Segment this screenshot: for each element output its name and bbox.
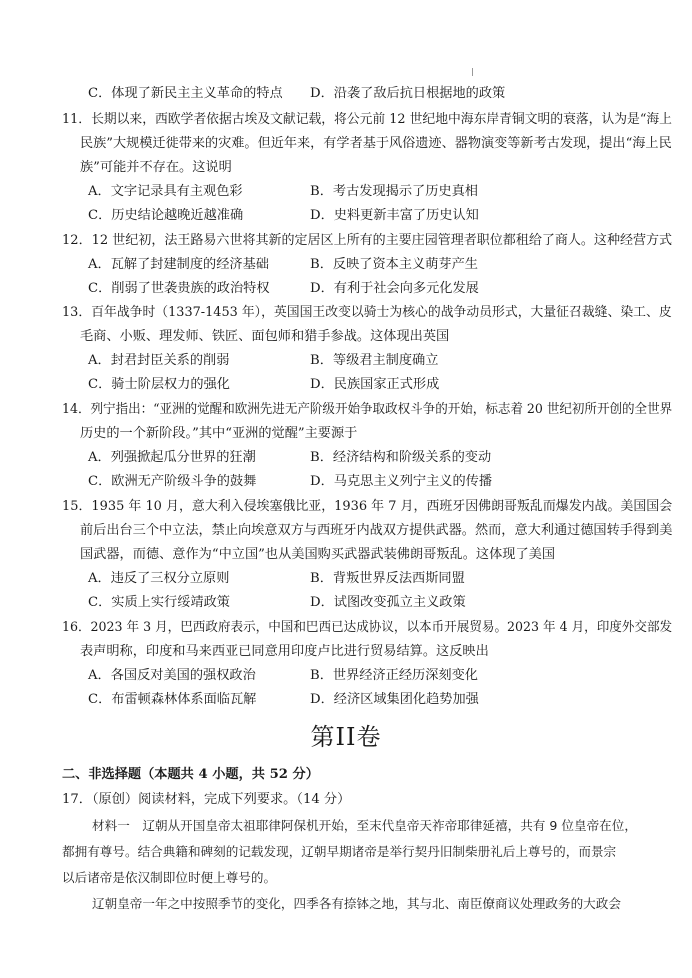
q14-stem-line-2: 历史的一个新阶段。”其中“亚洲的觉醒”主要源于 — [80, 426, 358, 441]
q14-stem-line-1: 14．列宁指出：“亚洲的觉醒和欧洲先进无产阶级开始争取政权斗争的开始，标志着 20 世纪初所开创的全世界 — [62, 402, 673, 417]
q14-option-c: C．欧洲无产阶级斗争的鼓舞 — [88, 474, 257, 489]
section-heading: 二、非选择题（本题共 4 小题，共 52 分） — [62, 767, 319, 782]
q15-stem-line-3: 国武器，而德、意作为“中立国”也从美国购买武器武装佛朗哥叛乱。这体现了美国 — [80, 547, 556, 562]
material1-line-1: 材料一 辽朝从开国皇帝太祖耶律阿保机开始，至末代皇帝天祚帝耶律延禧，共有 9 位皇帝在位， — [92, 818, 637, 833]
material1-line-4: 辽朝皇帝一年之中按照季节的变化，四季各有捺钵之地，其与北、南臣僚商议处理政务的大政会 — [92, 896, 621, 911]
material1-line-3: 以后诸帝是依汉制即位时便上尊号的。 — [62, 870, 277, 885]
q14-option-d: D．马克思主义列宁主义的传播 — [310, 474, 493, 489]
q10-option-c: C．体现了新民主主义革命的特点 — [88, 86, 283, 101]
q16-option-c: C．布雷顿森林体系面临瓦解 — [88, 692, 257, 707]
q11-option-d: D．史料更新丰富了历史认知 — [310, 208, 479, 223]
q17-stem: 17．（原创）阅读材料，完成下列要求。（14 分） — [62, 792, 351, 807]
q15-option-b: B．背叛世界反法西斯同盟 — [310, 571, 465, 586]
q11-stem-line-1: 11．长期以来，西欧学者依据古埃及文献记载，将公元前 12 世纪地中海东岸青铜文明的衰落，认为是“海上 — [62, 112, 672, 127]
q15-option-a: A．违反了三权分立原则 — [88, 571, 230, 586]
q10-option-d: D．沿袭了敌后抗日根据地的政策 — [310, 86, 506, 101]
q11-option-c: C．历史结论越晚近越准确 — [88, 208, 244, 223]
q12-option-b: B．反映了资本主义萌芽产生 — [310, 257, 478, 272]
q11-stem-line-2: 民族”大规模迁徙带来的灾难。但近年来，有学者基于风俗遗迹、器物演变等新考古发现，提出“海上民 — [80, 136, 672, 151]
q16-option-a: A．各国反对美国的强权政治 — [88, 668, 256, 683]
q16-option-d: D．经济区域集团化趋势加强 — [310, 692, 479, 707]
q16-stem-line-1: 16．2023 年 3 月，巴西政府表示，中国和巴西已达成协议，以本币开展贸易。2023 年 4 月，印度外交部发 — [62, 620, 673, 635]
q14-option-b: B．经济结构和阶级关系的变动 — [310, 450, 492, 465]
q11-option-b: B．考古发现揭示了历史真相 — [310, 184, 478, 199]
material1-line-2: 都拥有尊号。结合典籍和碑刻的记载发现，辽朝早期诸帝是举行契丹旧制柴册礼后上尊号的，而景宗 — [62, 844, 617, 859]
q13-stem-line-1: 13．百年战争时（1337-1453 年），英国国王改变以骑士为核心的战争动员形式，大量征召裁缝、染工、皮 — [62, 305, 672, 320]
q16-stem-line-2: 表声明称，印度和马来西亚已同意用印度卢比进行贸易结算。这反映出 — [80, 644, 489, 659]
q15-stem-line-1: 15．1935 年 10 月，意大利入侵埃塞俄比亚，1936 年 7 月，西班牙因佛朗哥叛乱而爆发内战。美国国会 — [62, 499, 673, 514]
q12-option-a: A．瓦解了封建制度的经济基础 — [88, 257, 269, 272]
q13-option-b: B．等级君主制度确立 — [310, 353, 439, 368]
q13-option-c: C．骑士阶层权力的强化 — [88, 377, 230, 392]
q14-option-a: A．列强掀起瓜分世界的狂潮 — [88, 450, 256, 465]
q15-option-d: D．试图改变孤立主义政策 — [310, 595, 466, 610]
q11-option-a: A．文字记录具有主观色彩 — [88, 184, 243, 199]
q12-option-d: D．有利于社会向多元化发展 — [310, 281, 479, 296]
q13-option-a: A．封君封臣关系的削弱 — [88, 353, 230, 368]
q16-option-b: B．世界经济正经历深刻变化 — [310, 668, 478, 683]
q12-option-c: C．削弱了世袭贵族的政治特权 — [88, 281, 270, 296]
q13-stem-line-2: 毛商、小贩、理发师、铁匠、面包师和猎手参战。这体现出英国 — [80, 329, 450, 344]
q15-stem-line-2: 前后出台三个中立法，禁止向埃意双方与西班牙内战双方提供武器。然而，意大利通过德国转手得到美 — [80, 523, 673, 538]
q11-stem-line-3: 族”可能并不存在。这说明 — [80, 160, 232, 175]
q12-stem-line-1: 12．12 世纪初，法王路易六世将其新的定居区上所有的主要庄园管理者职位都租给了商人。这种经营方式 — [62, 233, 673, 248]
page-mark — [472, 68, 473, 76]
q13-option-d: D．民族国家正式形成 — [310, 377, 440, 392]
q15-option-c: C．实质上实行绥靖政策 — [88, 595, 230, 610]
part-two-title: 第II卷 — [310, 723, 382, 751]
